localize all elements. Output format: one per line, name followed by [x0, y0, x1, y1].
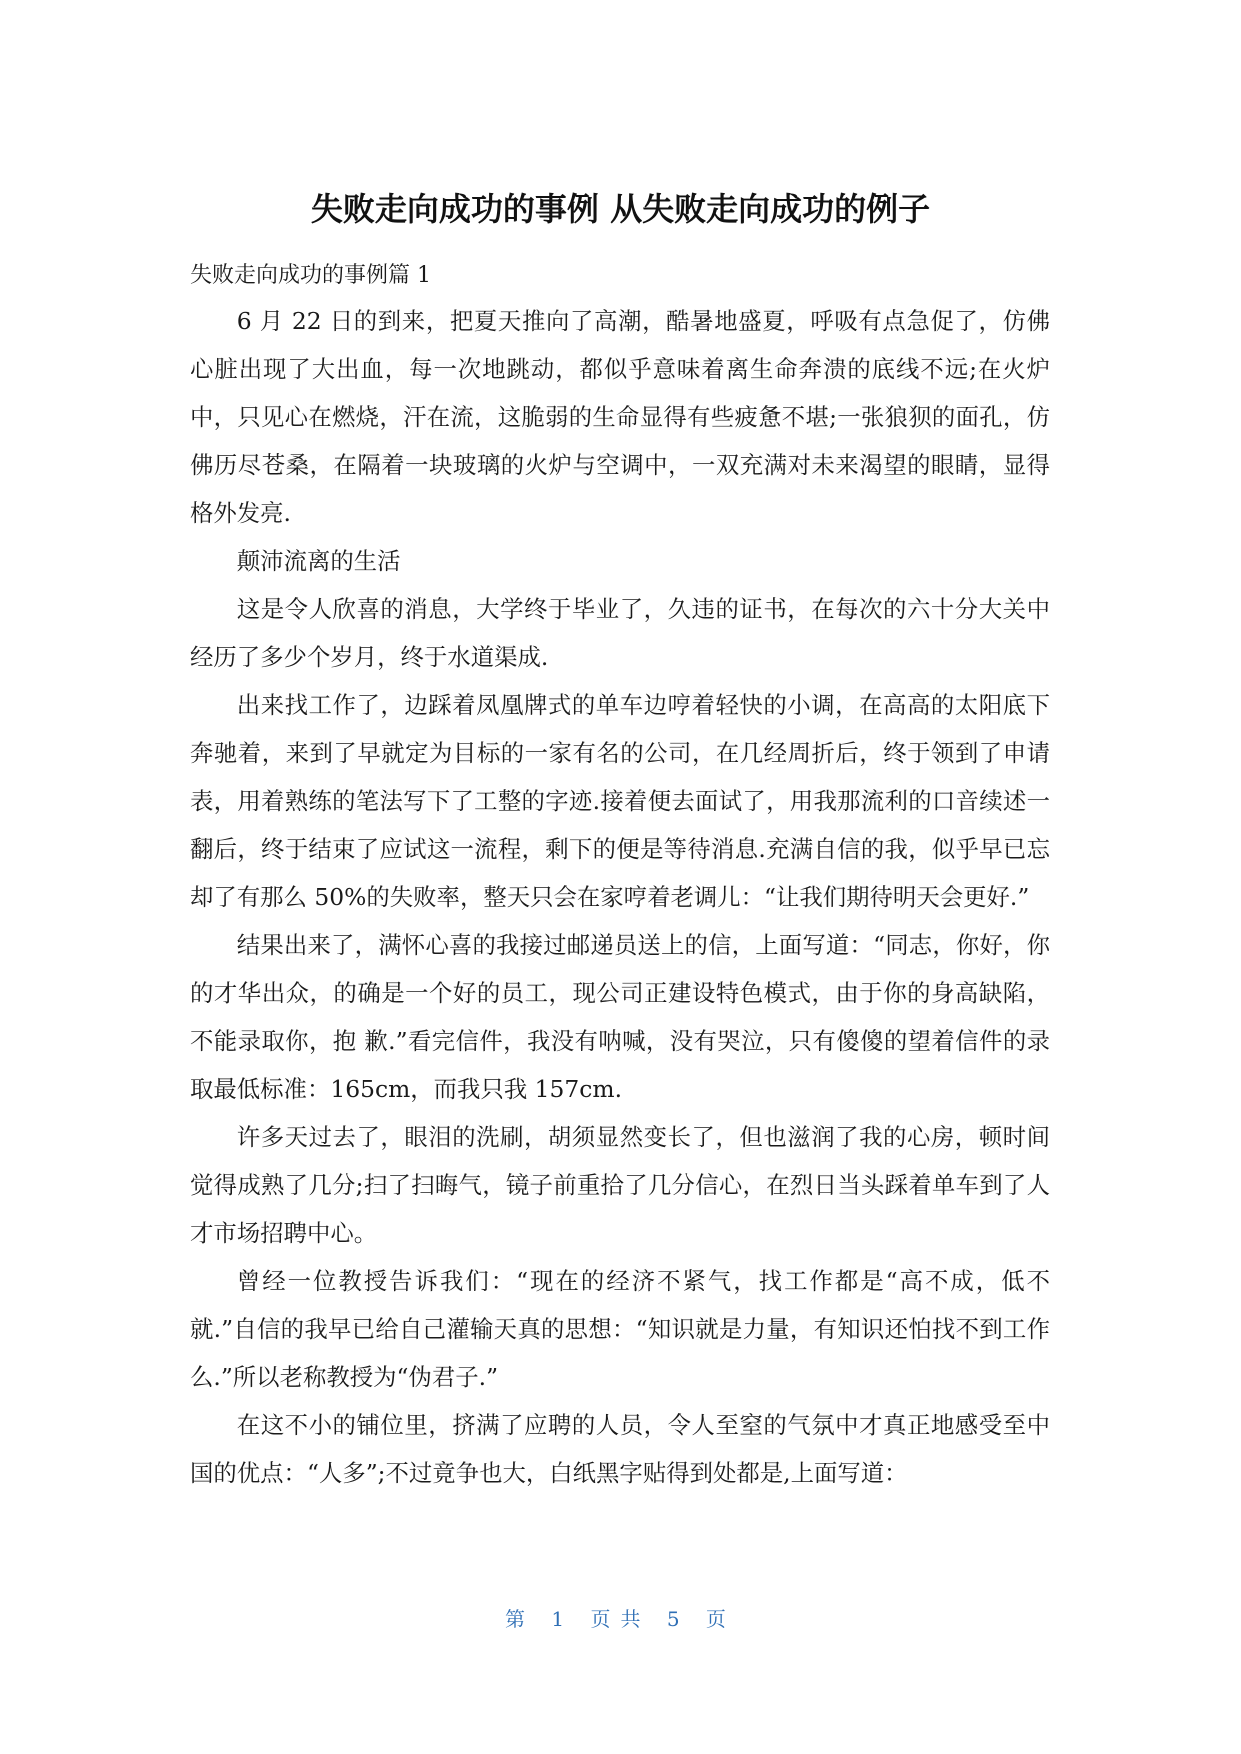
page-number-footer: 第 1 页共 5 页 — [505, 1607, 736, 1631]
paragraph-8: 在这不小的铺位里，挤满了应聘的人员，令人至窒的气氛中才真正地感受至中国的优点：“人多”;不过竟争也大，白纸黑字贴得到处都是,上面写道： — [190, 1411, 1050, 1487]
paragraph-7: 曾经一位教授告诉我们：“现在的经济不紧气，找工作都是“高不成，低不就.”自信的我早已给自己灌输天真的思想：“知识就是力量，有知识还怕找不到工作么.”所以老称教授为“伪君子.” — [190, 1267, 1050, 1391]
paragraph-3: 这是令人欣喜的消息，大学终于毕业了，久违的证书，在每次的六十分大关中经历了多少个岁月，终于水道渠成. — [190, 595, 1050, 671]
paragraph-6: 许多天过去了，眼泪的洗刷，胡须显然变长了，但也滋润了我的心房，顿时间觉得成熟了几分;扫了扫晦气，镜子前重拾了几分信心，在烈日当头踩着单车到了人才市场招聘中心。 — [190, 1123, 1050, 1247]
paragraph-1: 6 月 22 日的到来，把夏天推向了高潮，酷暑地盛夏，呼吸有点急促了，仿佛心脏出现了大出血，每一次地跳动，都似乎意味着离生命奔溃的底线不远;在火炉中，只见心在燃烧，汗在流，这脆弱的生命显得有些疲惫不堪;一张狼狈的面孔，仿佛历尽苍桑，在隔着一块玻璃的火炉与空调中，一双充满对未来渴望的眼睛，显得格外发亮. — [190, 307, 1050, 527]
paragraph-4: 出来找工作了，边踩着凤凰牌式的单车边哼着轻快的小调，在高高的太阳底下奔驰着，来到了早就定为目标的一家有名的公司，在几经周折后，终于领到了申请表，用着熟练的笔法写下了工整的字迹.接着便去面试了，用我那流利的口音续述一翻后，终于结束了应试这一流程，剩下的便是等待消息.充满自信的我，似乎早已忘却了有那么 50%的失败率，整天只会在家哼着老调儿：“让我们期待明天会更好.” — [190, 691, 1050, 911]
section-heading: 失败走向成功的事例篇 1 — [190, 263, 431, 288]
document-title: 失败走向成功的事例 从失败走向成功的例子 — [310, 190, 931, 228]
paragraph-heading-life: 颠沛流离的生活 — [236, 547, 401, 575]
document-body — [190, 297, 1050, 1497]
paragraph-5: 结果出来了，满怀心喜的我接过邮递员送上的信，上面写道：“同志，你好，你的才华出众，的确是一个好的员工，现公司正建设特色模式，由于你的身高缺陷，不能录取你，抱 歉.”看完信件，我没有呐喊，没有哭泣，只有傻傻的望着信件的录取最低标准：165cm，而我只我 157cm. — [190, 931, 1050, 1103]
